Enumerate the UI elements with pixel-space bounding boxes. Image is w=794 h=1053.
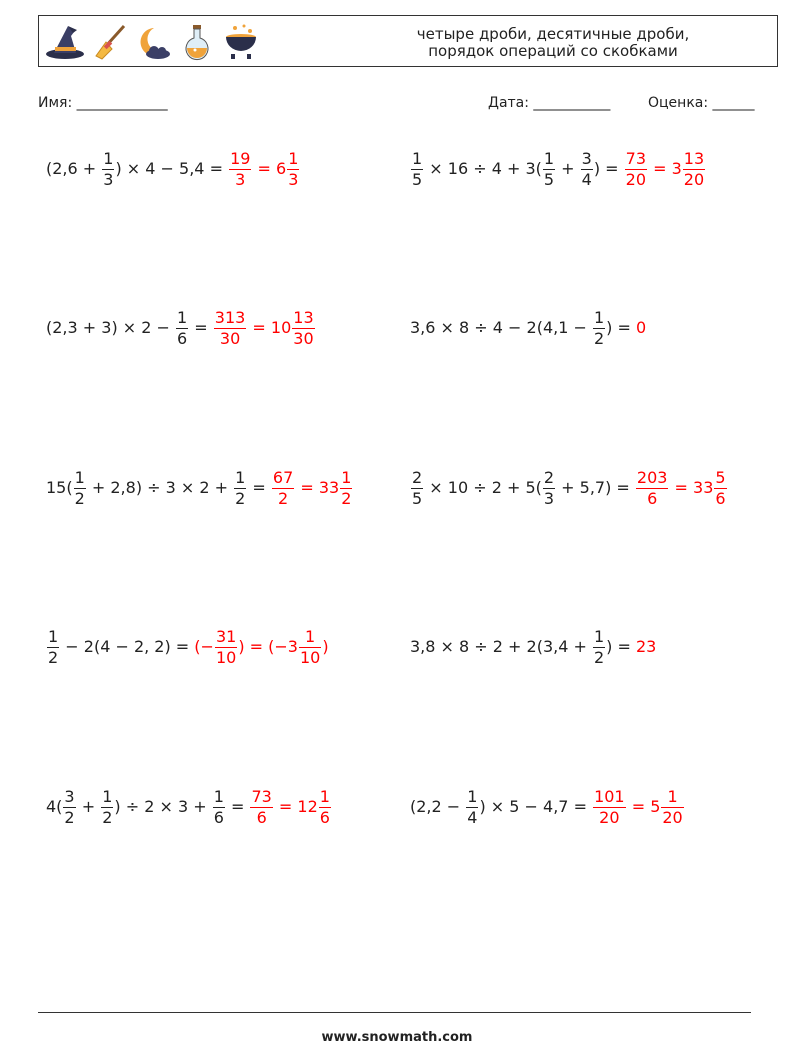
expression-text: 3,6 × 8 ÷ 4 − 2(4,1 − [410,318,592,337]
expression-text: (2,3 + 3) × 2 − [46,318,176,337]
fraction-denominator: 2 [235,488,246,508]
fraction [74,469,86,508]
fraction-numerator: 203 [636,467,668,487]
fraction-numerator: 2 [412,467,423,487]
answer-fraction [287,150,299,189]
fraction-numerator: 1 [543,148,555,168]
answer-text: = 5 [626,797,661,816]
fraction-denominator: 4 [467,807,478,827]
witch-hat-icon [43,19,87,65]
cauldron-icon [219,19,263,65]
fraction-denominator: 2 [278,488,289,508]
expression-text: ) = [606,637,636,656]
answer-text: (− [194,637,214,656]
fraction [411,150,423,189]
worksheet-title [373,26,733,60]
fraction-denominator: 2 [341,488,352,508]
fraction [234,469,246,508]
problem-3 [46,303,316,353]
fraction-denominator: 20 [662,807,683,827]
fraction [63,788,75,827]
expression-text: 3,8 × 8 ÷ 2 + 2(3,4 + [410,637,592,656]
answer-text: = 3 [648,159,682,178]
fraction-denominator: 10 [215,647,237,667]
fraction-denominator: 6 [256,807,267,827]
potion-flask-icon [175,19,219,65]
expression-text: (2,2 − [410,797,466,816]
expression-text: ) × 5 − 4,7 = [479,797,593,816]
fraction-denominator: 4 [581,169,592,189]
expression-text: ) = [606,318,636,337]
fraction-denominator: 5 [412,169,423,189]
answer-fraction [215,628,237,667]
fraction-numerator: 1 [177,307,188,327]
answer-text: ) = (−3 [238,637,298,656]
fraction-numerator: 73 [251,786,272,806]
fraction-numerator: 2 [543,467,555,487]
expression-text: − 2(4 − 2, 2) = [60,637,195,656]
expression-text: 15( [46,478,73,497]
answer-text: 23 [636,637,657,656]
fraction-numerator: 1 [213,786,224,806]
answer-text: 0 [636,318,647,337]
footer-website: www.snowmath.com [321,1030,473,1045]
fraction-denominator: 6 [213,807,224,827]
fraction-denominator: 5 [543,169,555,189]
fraction-denominator: 5 [412,488,423,508]
expression-text: 4( [46,797,63,816]
fraction-denominator: 3 [543,488,555,508]
answer-fraction [272,469,294,508]
fraction-denominator: 6 [319,807,330,827]
fraction-denominator: 2 [74,488,85,508]
fraction-numerator: 1 [593,307,605,327]
fraction-numerator: 1 [661,788,683,808]
expression-text: ) × 4 − 5,4 = [115,159,229,178]
answer-fraction [299,628,321,667]
fraction-numerator: 1 [235,467,246,487]
footer-divider [38,1012,751,1013]
expression-text: (2,6 + [46,159,102,178]
fraction-numerator: 313 [214,307,246,327]
fraction-denominator: 2 [48,647,59,667]
title-line-1: четыре дроби, десятичные дроби, [416,25,690,43]
answer-text: = 12 [273,797,318,816]
moon-cloud-icon [131,19,175,65]
answer-fraction [625,150,647,189]
answer-fraction [661,788,683,827]
answer-fraction [292,309,314,348]
fraction-denominator: 30 [293,328,314,348]
fraction-numerator: 1 [341,467,352,487]
fraction [466,788,478,827]
fraction-numerator: 3 [581,148,592,168]
fraction-numerator: 1 [412,148,423,168]
answer-text: = 33 [295,478,340,497]
fraction-numerator: 67 [272,467,294,487]
problem-1 [46,144,300,194]
fraction-numerator: 1 [103,148,114,168]
expression-text: + [556,159,580,178]
expression-text: ) ÷ 2 × 3 + [114,797,212,816]
problem-7 [46,622,329,672]
fraction-numerator: 1 [593,626,605,646]
fraction-denominator: 20 [625,169,647,189]
fraction [593,628,605,667]
answer-fraction [683,150,705,189]
problem-6 [410,463,728,513]
fraction-denominator: 2 [64,807,75,827]
fraction [102,150,114,189]
fraction-numerator: 13 [683,148,705,168]
fraction-numerator: 1 [299,628,321,648]
icon-strip [43,19,263,65]
fraction-numerator: 13 [293,307,314,327]
grade-field[interactable]: Оценка: ______ [648,95,755,111]
answer-text: = 10 [247,318,292,337]
worksheet-header [38,15,778,67]
answer-text: = 6 [252,159,287,178]
fraction-denominator: 10 [299,647,321,667]
fraction [101,788,113,827]
answer-fraction [250,788,272,827]
fraction-numerator: 1 [467,786,478,806]
expression-text: + [76,797,101,816]
problem-8 [410,622,656,672]
fraction-denominator: 20 [599,807,620,827]
answer-fraction [593,788,626,827]
fraction [593,309,605,348]
answer-text: ) [322,637,329,656]
problem-10 [410,782,685,832]
fraction-denominator: 6 [715,488,726,508]
fraction-denominator: 2 [102,807,113,827]
expression-text: + 2,8) ÷ 3 × 2 + [86,478,234,497]
fraction-denominator: 3 [288,169,299,189]
expression-text: = [189,318,213,337]
fraction-numerator: 1 [102,786,113,806]
fraction-numerator: 101 [594,786,625,806]
fraction-denominator: 2 [593,328,605,348]
fraction-denominator: 2 [593,647,605,667]
fraction-denominator: 3 [235,169,246,189]
fraction [581,150,593,189]
answer-fraction [714,469,726,508]
fraction-numerator: 1 [74,467,85,487]
date-field[interactable]: Дата: ___________ [488,95,611,111]
problem-5 [46,463,353,513]
fraction-denominator: 6 [177,328,188,348]
fraction [176,309,188,348]
expression-text: + 5,7) = [556,478,635,497]
title-line-2: порядок операций со скобками [428,42,678,60]
fraction-numerator: 5 [715,467,726,487]
problem-2 [410,144,706,194]
answer-fraction [229,150,251,189]
expression-text: × 16 ÷ 4 + 3( [424,159,542,178]
answer-text: = 33 [669,478,714,497]
fraction-numerator: 73 [625,148,647,168]
fraction [47,628,59,667]
answer-fraction [340,469,352,508]
answer-fraction [214,309,247,348]
fraction-numerator: 31 [215,626,237,646]
name-field[interactable]: Имя: _____________ [38,95,168,111]
fraction-denominator: 20 [683,169,705,189]
fraction-numerator: 1 [288,148,299,168]
fraction [411,469,423,508]
fraction-numerator: 1 [319,786,330,806]
expression-text: = [247,478,271,497]
problem-9 [46,782,332,832]
fraction-numerator: 19 [230,148,251,168]
fraction-numerator: 3 [64,786,75,806]
problem-4 [410,303,646,353]
answer-fraction [636,469,669,508]
fraction-denominator: 30 [219,328,241,348]
fraction-denominator: 6 [647,488,658,508]
broom-icon [87,19,131,65]
expression-text: ) = [593,159,624,178]
expression-text: × 10 ÷ 2 + 5( [424,478,542,497]
fraction [543,150,555,189]
fraction [213,788,225,827]
fraction [543,469,555,508]
fraction-numerator: 1 [48,626,59,646]
answer-fraction [319,788,331,827]
fraction-denominator: 3 [103,169,114,189]
expression-text: = [225,797,250,816]
